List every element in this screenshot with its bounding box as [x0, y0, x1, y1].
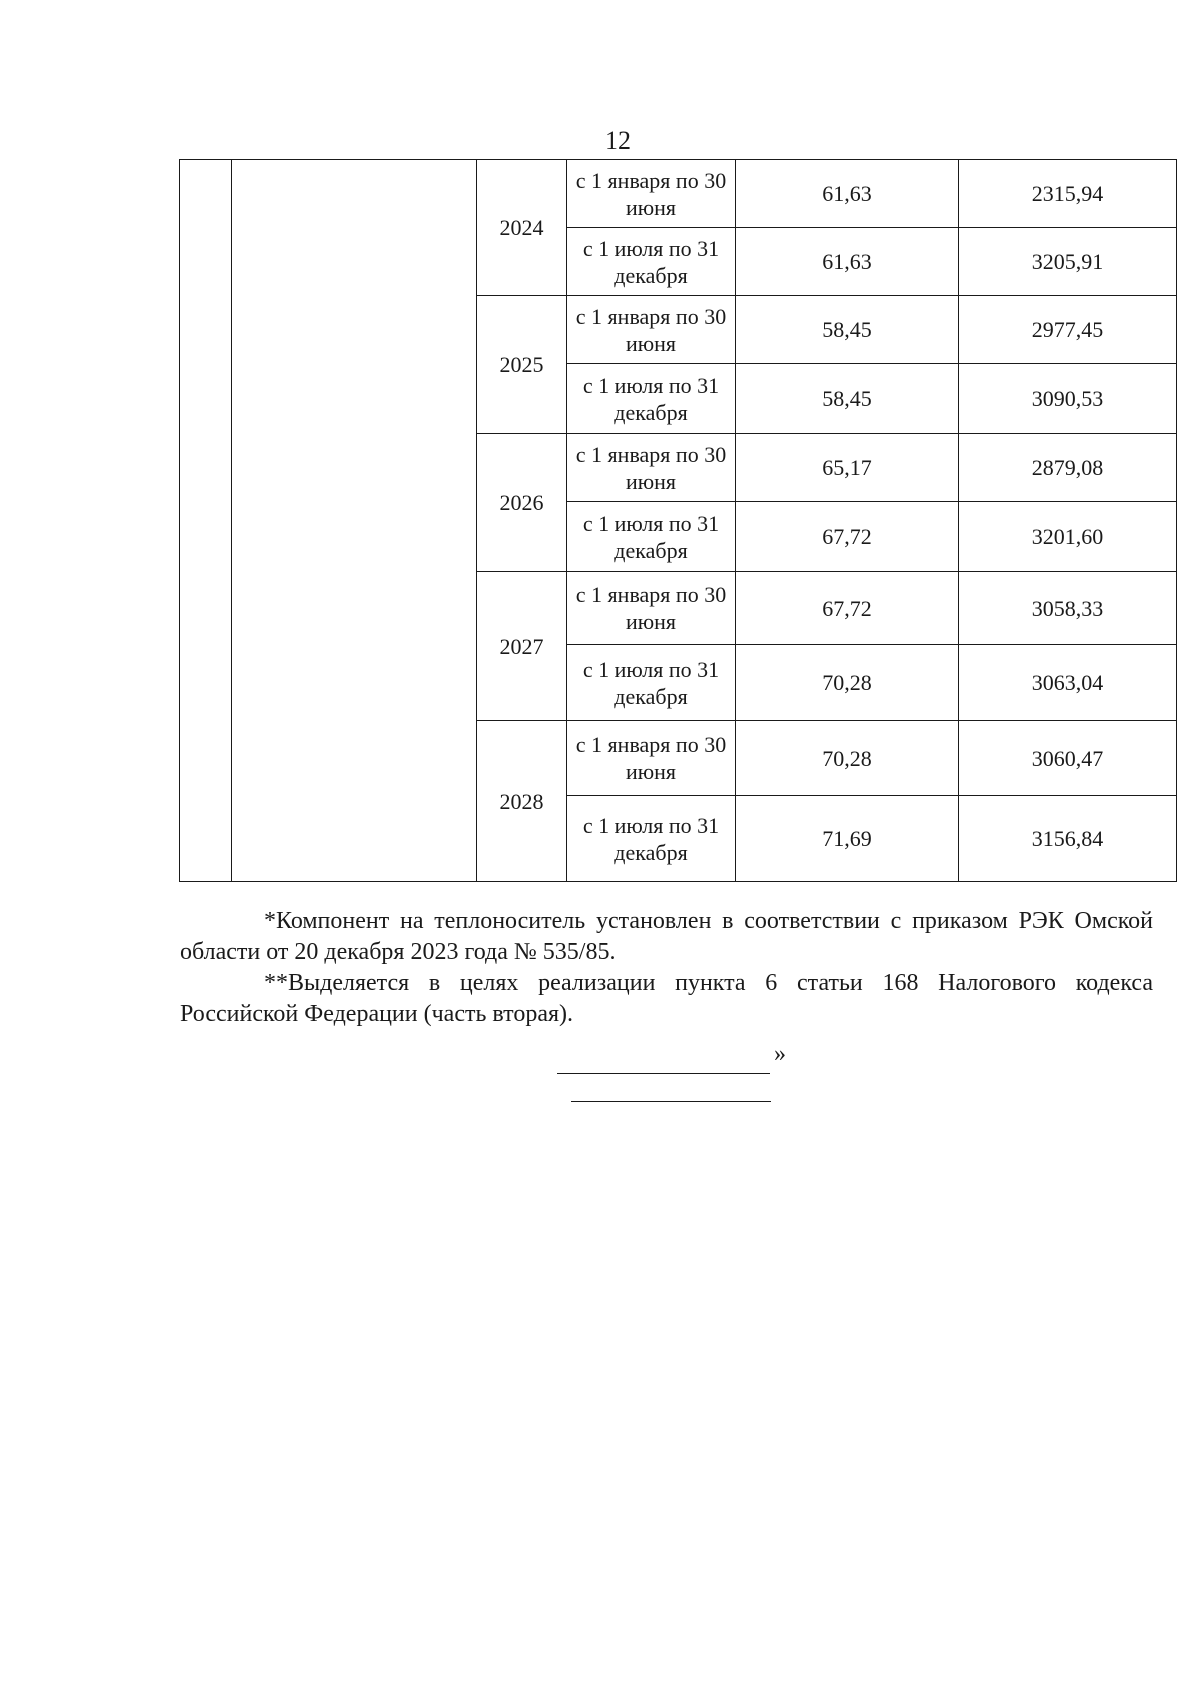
year-cell: 2027	[477, 572, 567, 721]
value-a-cell: 58,45	[736, 296, 959, 364]
value-a-cell: 65,17	[736, 434, 959, 502]
value-b-cell: 3090,53	[959, 364, 1177, 434]
value-b-cell: 2315,94	[959, 160, 1177, 228]
period-cell: с 1 июля по 31 декабря	[567, 796, 736, 882]
tariff-table	[179, 159, 1177, 882]
value-b-cell: 2977,45	[959, 296, 1177, 364]
value-b-cell: 3201,60	[959, 502, 1177, 572]
value-b-cell: 3058,33	[959, 572, 1177, 645]
period-cell: с 1 июля по 31 декабря	[567, 364, 736, 434]
year-cell: 2028	[477, 721, 567, 882]
end-divider-line	[571, 1101, 771, 1102]
footnote-2: **Выделяется в целях реализации пункта 6 статьи 168 Налогового кодекса Российской Федерации (часть вторая).	[180, 970, 1153, 1027]
period-cell: с 1 января по 30 июня	[567, 434, 736, 502]
period-cell: с 1 июля по 31 декабря	[567, 645, 736, 721]
period-cell: с 1 января по 30 июня	[567, 572, 736, 645]
empty-name-cell	[232, 160, 477, 882]
closing-signature-line	[557, 1041, 786, 1074]
footnotes	[180, 906, 1153, 1030]
value-a-cell: 70,28	[736, 721, 959, 796]
value-b-cell: 3060,47	[959, 721, 1177, 796]
table-row	[180, 160, 1177, 228]
value-b-cell: 3156,84	[959, 796, 1177, 882]
period-cell: с 1 июля по 31 декабря	[567, 502, 736, 572]
period-cell: с 1 января по 30 июня	[567, 160, 736, 228]
value-a-cell: 67,72	[736, 502, 959, 572]
period-cell: с 1 января по 30 июня	[567, 721, 736, 796]
year-cell: 2024	[477, 160, 567, 296]
value-a-cell: 70,28	[736, 645, 959, 721]
value-b-cell: 2879,08	[959, 434, 1177, 502]
value-a-cell: 61,63	[736, 160, 959, 228]
period-cell: с 1 июля по 31 декабря	[567, 228, 736, 296]
period-cell: с 1 января по 30 июня	[567, 296, 736, 364]
value-b-cell: 3205,91	[959, 228, 1177, 296]
value-a-cell: 58,45	[736, 364, 959, 434]
year-cell: 2026	[477, 434, 567, 572]
closing-quote-mark: »	[774, 1041, 786, 1067]
empty-number-cell	[180, 160, 232, 882]
value-b-cell: 3063,04	[959, 645, 1177, 721]
value-a-cell: 61,63	[736, 228, 959, 296]
footnote-1: *Компонент на теплоноситель установлен в соответствии с приказом РЭК Омской области от 20 декабря 2023 года № 535/85.	[180, 908, 1153, 965]
value-a-cell: 67,72	[736, 572, 959, 645]
year-cell: 2025	[477, 296, 567, 434]
page-number: 12	[605, 126, 631, 155]
value-a-cell: 71,69	[736, 796, 959, 882]
